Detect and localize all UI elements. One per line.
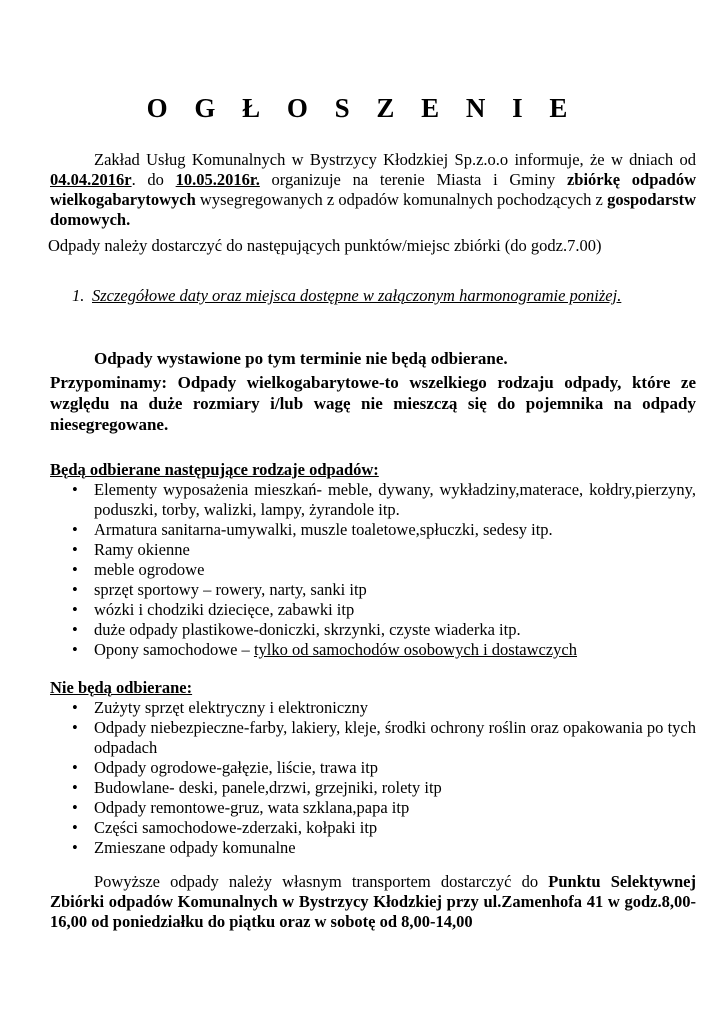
list-item: • Armatura sanitarna-umywalki, muszle toaletowe,spłuczki, sedesy itp. <box>72 520 553 539</box>
bullet-icon: • <box>72 818 78 837</box>
list-item: • Budowlane- deski, panele,drzwi, grzejniki, rolety itp <box>72 778 442 797</box>
rejected-list <box>50 698 696 858</box>
bullet-icon: • <box>72 600 78 619</box>
list-item: • Części samochodowe-zderzaki, kołpaki itp <box>72 818 378 837</box>
list-item: • Elementy wyposażenia mieszkań- meble, dywany, wykładziny,materace, kołdry,pierzyny, poduszki, torby, walizki, lampy, żyrandole itp. <box>72 480 696 519</box>
bullet-icon: • <box>72 758 78 777</box>
bullet-icon: • <box>72 480 78 499</box>
date-from: 04.04.2016r <box>50 170 132 189</box>
tires-prefix: Opony samochodowe – <box>94 640 254 659</box>
date-to: 10.05.2016r. <box>175 170 260 189</box>
rejected-heading: Nie będą odbierane: <box>50 678 193 697</box>
list-item: • Ramy okienne <box>72 540 190 559</box>
intro-text-1: Zakład Usług Komunalnych w Bystrzycy Kłodzkiej Sp.z.o.o informuje, że w dniach od <box>94 150 696 169</box>
intro-bold-2: gospodarstw domowych. <box>50 190 696 229</box>
intro-text-4: wysegregowanych z odpadów komunalnych pochodzących z <box>195 190 608 209</box>
intro-text-2: . do <box>131 170 176 189</box>
list-item: • Zmieszane odpady komunalne <box>72 838 296 857</box>
bullet-icon: • <box>72 798 78 817</box>
rejected-section <box>50 678 696 858</box>
intro-paragraph <box>50 150 696 230</box>
bullet-icon: • <box>72 620 78 639</box>
bullet-icon: • <box>72 718 78 737</box>
accepted-heading: Będą odbierane następujące rodzaje odpadów: <box>50 460 379 479</box>
list-item: • meble ogrodowe <box>72 560 205 579</box>
notice-line: Odpady wystawione po tym terminie nie będą odbierane. <box>94 349 508 368</box>
tires-restriction: tylko od samochodów osobowych i dostawczych <box>253 640 578 659</box>
numbered-list <box>50 286 696 306</box>
reminder-paragraph: Przypominamy: Odpady wielkogabarytowe-to wszelkiego rodzaju odpady, które ze względu na duże rozmiary i/lub wagę nie mieszczą się do pojemnika na odpady niesegregowane. <box>50 373 696 434</box>
list-item: • Odpady niebezpieczne-farby, lakiery, kleje, środki ochrony roślin oraz opakowania po tych odpadach <box>72 718 696 757</box>
document-title: O G Ł O S Z E N I E <box>146 93 578 123</box>
bullet-icon: • <box>72 580 78 599</box>
accepted-list <box>50 480 696 660</box>
intro-bold-1: zbiórkę odpadów wielkogabarytowych <box>50 170 697 209</box>
bullet-icon: • <box>72 640 78 659</box>
intro-text-3: organizuje na terenie Miasta i Gminy <box>259 170 567 189</box>
delivery-line: Odpady należy dostarczyć do następujących punktów/miejsc zbiórki (do godz.7.00) <box>48 236 602 255</box>
list-item: • Zużyty sprzęt elektryczny i elektroniczny <box>72 698 368 717</box>
list-item <box>50 640 696 660</box>
list-item: • wózki i chodziki dziecięce, zabawki itp <box>72 600 355 619</box>
list-item: • duże odpady plastikowe-doniczki, skrzynki, czyste wiaderka itp. <box>72 620 521 639</box>
bullet-icon: • <box>72 560 78 579</box>
item-number: 1. <box>72 286 85 305</box>
list-item: • Odpady ogrodowe-gałęzie, liście, trawa itp <box>72 758 379 777</box>
bullet-icon: • <box>72 540 78 559</box>
bullet-icon: • <box>72 838 78 857</box>
bullet-icon: • <box>72 520 78 539</box>
closing-paragraph <box>50 872 696 932</box>
bullet-icon: • <box>72 698 78 717</box>
accepted-section <box>50 460 696 660</box>
numbered-item <box>50 286 696 306</box>
list-item: • Odpady remontowe-gruz, wata szklana,papa itp <box>72 798 410 817</box>
bullet-icon: • <box>72 778 78 797</box>
list-item: • sprzęt sportowy – rowery, narty, sanki itp <box>72 580 367 599</box>
schedule-note: Szczegółowe daty oraz miejsca dostępne w załączonym harmonogramie poniżej. <box>92 286 622 305</box>
closing-text: Powyższe odpady należy własnym transportem dostarczyć do <box>94 872 549 891</box>
collection-point: Punktu Selektywnej Zbiórki odpadów Komunalnych w Bystrzycy Kłodzkiej przy ul.Zamenhofa 41 w godz.8,00-16,00 od poniedziałku do piątku oraz w sobotę od 8,00-14,00 <box>50 872 696 931</box>
